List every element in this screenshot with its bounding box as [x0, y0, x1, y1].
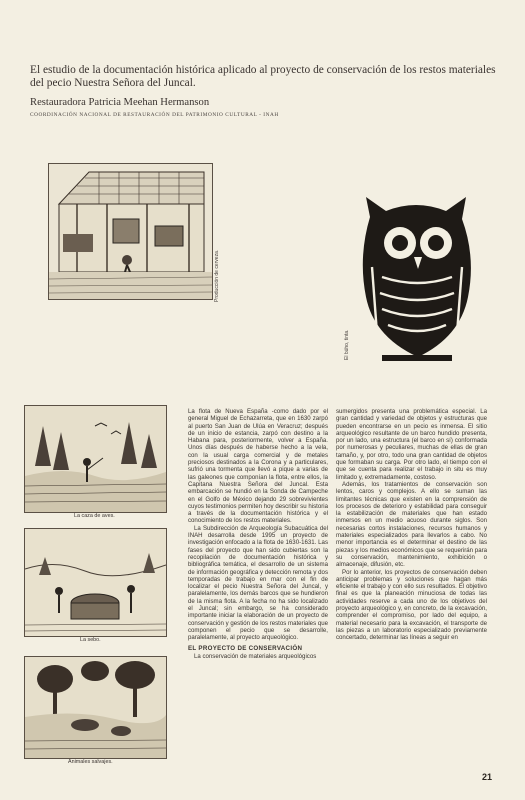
article-title: El estudio de la documentación histórica aplicado al proyecto de conservación de los restos materiales del pecio Nuestra Señora del Juncal. — [30, 64, 496, 89]
article-column-1 — [188, 408, 328, 660]
page-number: 21 — [482, 772, 493, 782]
wild-animals-engraving — [24, 656, 167, 759]
wild-animals-caption: Animales salvajes. — [68, 759, 113, 765]
tallow-illustration — [25, 529, 166, 636]
article-paragraph: Además, los tratamientos de conservación son lentos, caros y complejos. A ello se suman las limitantes técnicas que existen en la comprensión de los procesos de deterioro y estabilidad para conseguir la estabilización de materiales que han estado inmersos en un medio acuoso durante siglos. Son necesarias cortos instalaciones, recursos humanos y materiales especializados para llevarlos a cabo. No menor importancia es el determinar el destino de las piezas y los medios económicos que se requerirán para su conservación, mantenimiento, exhibición o almacenaje, difusión, etc. — [336, 480, 487, 569]
tallow-caption: La sebo. — [80, 637, 101, 643]
author-affiliation: COORDINACIÓN NACIONAL DE RESTAURACIÓN DEL PATRIMONIO CULTURAL - INAH — [30, 112, 279, 118]
bird-hunting-illustration — [25, 406, 166, 512]
article-paragraph: Por lo anterior, los proyectos de conservación deben anticipar problemas y soluciones que hagan más eficiente el trabajo y con ello sus resultados. El objetivo final es que la planeación minuciosa de todas las actividades reserve a cada uno de los objetivos del proyecto arqueológico y, en concreto, de la excavación, comprender el compromiso, por lado del equipo, a material necesario para la excavación, el transporte de las piezas a un laboratorio especializado previamente concertado, determinar las líneas a seguir en — [336, 568, 487, 642]
article-paragraph: La flota de Nueva España -como dado por el general Miguel de Echazarreta, que en 1630 zarpó al puerto San Juan de Ulúa en Veracruz; después de un inicio de estancia, zarpó con destino a la Habana para, posteriormente, volver a España. Unos días después de haberse hecho a la vela, con la usual carga comercial y de metales preciosos destinados a la Corona y a particulares, sufrió una tormenta que llevó a pique a varias de las galeones que componían la flota, entre ellos, la Capitana Nuestra Señora del Juncal. Esta embarcación se hundió en la Sonda de Campeche en el Golfo de México dejando 29 sobrevivientes cuyos testimonios permiten hoy describir su historia a través de la documentación histórica y el conocimiento de los restos materiales. — [188, 408, 328, 525]
owl-caption: El búho, tinta. — [344, 329, 350, 360]
owl-drawing — [352, 197, 482, 362]
section-heading: EL PROYECTO DE CONSERVACIÓN — [188, 644, 303, 652]
bird-hunting-engraving — [24, 405, 167, 513]
brewery-caption: Producción de cerveza. — [214, 249, 220, 302]
owl-illustration — [352, 197, 482, 362]
brewery-illustration — [49, 164, 212, 299]
article-paragraph: La Subdirección de Arqueología Subacuática del INAH desarrolla desde 1995 un proyecto de investigación enfocado a la flota de 1630-1631. Las fases del proyecto que han sido cubiertas son la recopilación de documentación histórica y bibliográfica temática, el desarrollo de un sistema de información geográfica y detección remota y dos temporadas de trabajo en mar con el fin de localizar el pecio Nuestra Señora del Juncal, y paralelamente, los demás barcos que se hundieron de la misma flota. A la fecha no ha sido localizado el Juncal; sin embargo, se ha considerado importante iniciar la elaboración de un proyecto de conservación y gestión de los restos materiales que componen el pecio que se desarrolle, paralelamente, al proyecto arqueológico. — [188, 524, 328, 642]
tallow-engraving — [24, 528, 167, 637]
bird-hunting-caption: La caza de aves. — [74, 513, 115, 519]
author-name: Restauradora Patricia Meehan Hermanson — [30, 97, 210, 108]
wild-animals-illustration — [25, 657, 166, 758]
article-paragraph: sumergidos presenta una problemática especial. La gran cantidad y variedad de objetos y estructuras que pueden encontrarse en un pecio es inmensa. El sitio arqueológico resultante de un barco hundido presenta, por un lado, una estructura (el barco en sí) conformada por numerosas y peculiares, muchas de ellas de gran tamaño, y, por otro, todo una gran cantidad de objetos que formaban su carga. Por otro lado, el tiempo con el que se cuenta para realizar el trabajo in situ es muy limitado y, extremadamente, costoso. — [336, 408, 487, 481]
brewery-engraving — [48, 163, 213, 300]
article-paragraph: La conservación de materiales arqueológicos — [194, 652, 317, 660]
article-column-2 — [336, 408, 487, 642]
